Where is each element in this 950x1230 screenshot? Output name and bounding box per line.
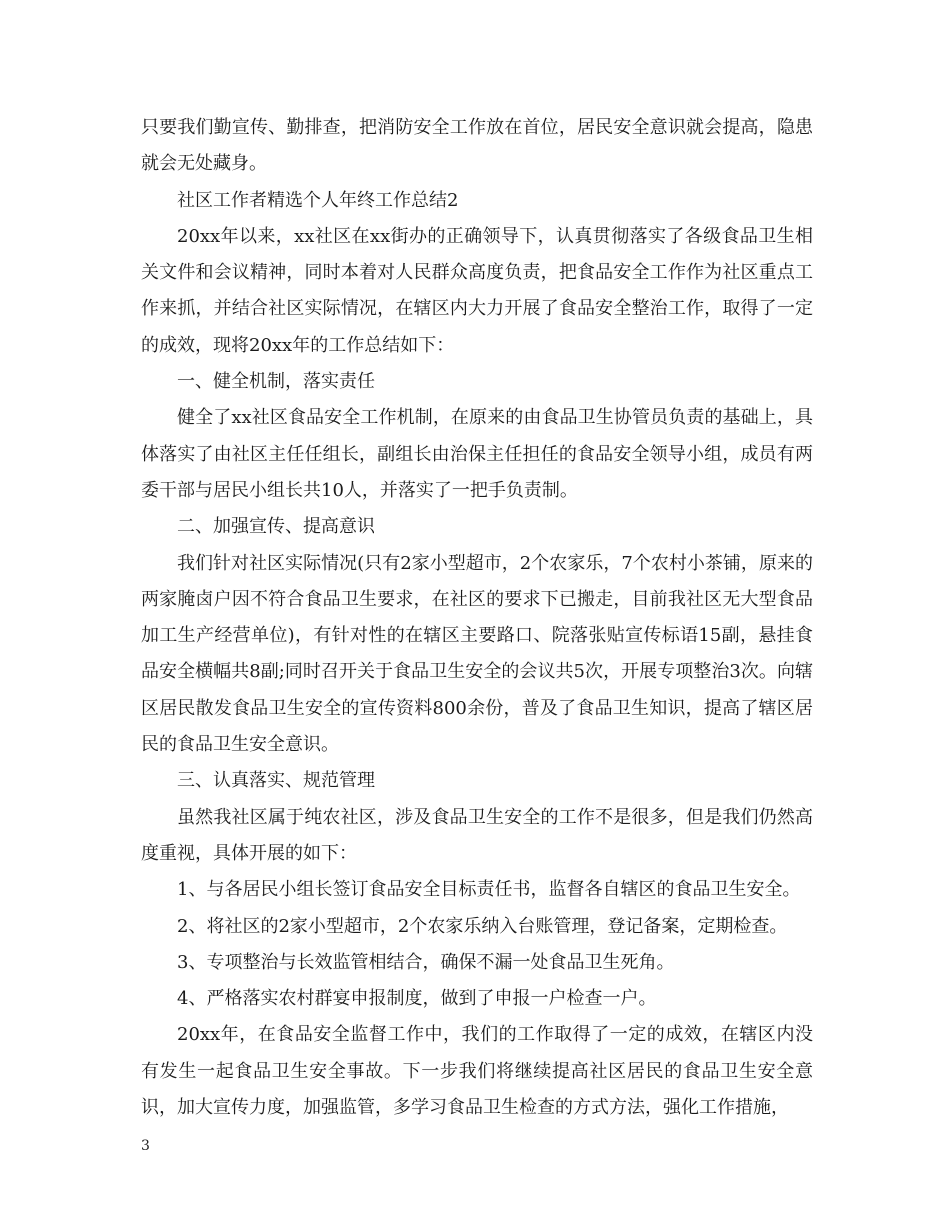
heading-mechanism: 一、健全机制，落实责任 (177, 371, 375, 393)
list-item-1: 1、与各居民小组长签订食品安全目标责任书，监督各自辖区的食品卫生安全。 (177, 879, 801, 901)
paragraph-mechanism: 健全了xx社区食品安全工作机制，在原来的由食品卫生协管员负责的基础上，具体落实了由社区主任任组长，副组长由治保主任担任的食品安全领导小组，成员有两委干部与居民小组长共10人，并落实了一把手负责制。 (141, 407, 813, 501)
list-item-4: 4、严格落实农村群宴申报制度，做到了申报一户检查一户。 (177, 988, 657, 1010)
paragraph-intro: 20xx年以来，xx社区在xx街办的正确领导下，认真贯彻落实了各级食品卫生相关文件和会议精神，同时本着对人民群众高度负责，把食品安全工作作为社区重点工作来抓，并结合社区实际情况，在辖区内大力开展了食品安全整治工作，取得了一定的成效，现将20xx年的工作总结如下： (141, 225, 813, 356)
list-item-3: 3、专项整治与长效监管相结合，确保不漏一处食品卫生死角。 (177, 951, 675, 973)
paragraph-1: 只要我们勤宣传、勤排查，把消防安全工作放在首位，居民安全意识就会提高，隐患就会无处藏身。 (141, 117, 813, 175)
section-title-summary-2: 社区工作者精选个人年终工作总结2 (177, 189, 459, 211)
paragraph-conclusion: 20xx年，在食品安全监督工作中，我们的工作取得了一定的成效，在辖区内没有发生一起食品卫生安全事故。下一步我们将继续提高社区居民的食品卫生安全意识，加大宣传力度，加强监管，多学习食品卫生检查的方式方法，强化工作措施， (141, 1024, 813, 1119)
paragraph-management: 虽然我社区属于纯农社区，涉及食品卫生安全的工作不是很多，但是我们仍然高度重视，具体开展的如下： (141, 806, 813, 864)
heading-management: 三、认真落实、规范管理 (177, 770, 375, 792)
page-number: 3 (141, 1138, 150, 1154)
list-item-2: 2、将社区的2家小型超市，2个农家乐纳入台账管理，登记备案，定期检查。 (177, 915, 788, 937)
document-body (141, 110, 813, 1126)
paragraph-publicity: 我们针对社区实际情况(只有2家小型超市，2个农家乐，7个农村小茶铺，原来的两家腌卤户因不符合食品卫生要求，在社区的要求下已搬走，目前我社区无大型食品加工生产经营单位)，有针对性的在辖区主要路口、院落张贴宣传标语15副，悬挂食品安全横幅共8副;同时召开关于食品卫生安全的会议共5次，开展专项整治3次。向辖区居民散发食品卫生安全的宣传资料800余份，普及了食品卫生知识，提高了辖区居民的食品卫生安全意识。 (141, 552, 813, 756)
heading-publicity: 二、加强宣传、提高意识 (177, 516, 375, 538)
